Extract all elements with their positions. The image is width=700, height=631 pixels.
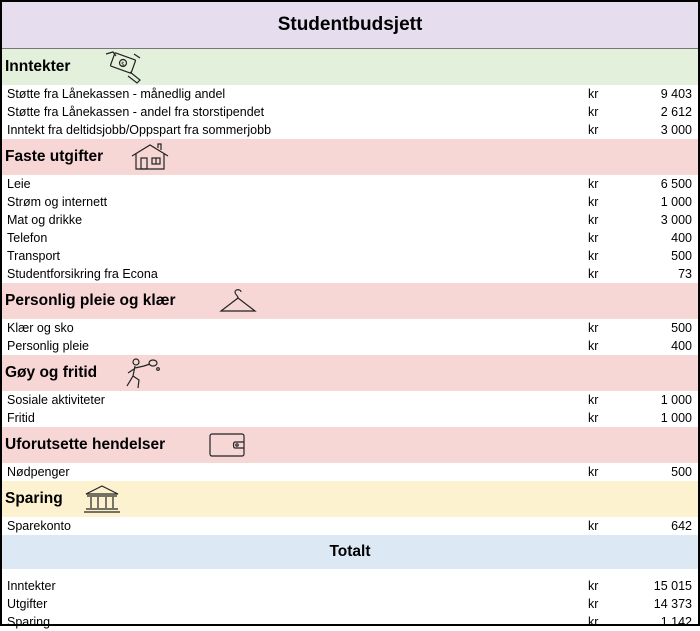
currency: kr [588, 393, 599, 407]
section-income-label: Inntekter [5, 58, 71, 75]
row-label: Sparing [7, 615, 51, 629]
money-hand-icon [104, 50, 144, 80]
section-savings-label: Sparing [5, 490, 63, 507]
totals-label: Totalt [329, 543, 371, 560]
row-amount: 73 [678, 267, 692, 281]
title-row [2, 2, 698, 49]
currency: kr [588, 213, 599, 227]
row-label: Sosiale aktiviteter [7, 393, 105, 407]
page-title: Studentbudsjett [277, 14, 423, 35]
table-row [2, 613, 698, 631]
table-row [2, 265, 698, 283]
row-amount: 1 142 [660, 615, 692, 629]
currency: kr [588, 465, 599, 479]
currency: kr [588, 615, 599, 629]
table-row [2, 337, 698, 355]
spacer [2, 569, 698, 577]
table-row [2, 577, 698, 595]
row-amount: 1 000 [660, 393, 692, 407]
table-row [2, 229, 698, 247]
row-label: Inntekter [7, 579, 56, 593]
house-icon [130, 142, 170, 172]
row-label: Telefon [7, 231, 48, 245]
row-label: Støtte fra Lånekassen - andel fra storstipendet [7, 105, 265, 119]
row-label: Fritid [7, 411, 35, 425]
table-row [2, 247, 698, 265]
row-amount: 15 015 [653, 579, 692, 593]
totals-header [2, 535, 698, 569]
table-row [2, 103, 698, 121]
row-amount: 3 000 [660, 123, 692, 137]
row-label: Klær og sko [7, 321, 74, 335]
section-fixed-label: Faste utgifter [5, 148, 104, 165]
section-care-header [2, 283, 698, 319]
table-row [2, 175, 698, 193]
currency: kr [588, 195, 599, 209]
row-amount: 3 000 [660, 213, 692, 227]
table-row [2, 193, 698, 211]
svg-text:$: $ [121, 61, 125, 68]
table-row [2, 463, 698, 481]
section-fun-header [2, 355, 698, 391]
currency: kr [588, 579, 599, 593]
currency: kr [588, 249, 599, 263]
currency: kr [588, 231, 599, 245]
row-amount: 642 [671, 519, 692, 533]
currency: kr [588, 411, 599, 425]
row-amount: 14 373 [653, 597, 692, 611]
currency: kr [588, 267, 599, 281]
row-label: Mat og drikke [7, 213, 83, 227]
bank-icon [82, 484, 122, 514]
tennis-player-icon [122, 358, 162, 388]
section-fixed-header [2, 139, 698, 175]
currency: kr [588, 339, 599, 353]
table-row [2, 211, 698, 229]
currency: kr [588, 321, 599, 335]
row-label: Leie [7, 177, 31, 191]
table-row [2, 391, 698, 409]
currency: kr [588, 177, 599, 191]
row-label: Nødpenger [7, 465, 70, 479]
table-row [2, 85, 698, 103]
currency: kr [588, 105, 599, 119]
table-row [2, 319, 698, 337]
row-amount: 1 000 [660, 411, 692, 425]
row-amount: 400 [671, 231, 692, 245]
section-savings-header [2, 481, 698, 517]
row-label: Studentforsikring fra Econa [7, 267, 158, 281]
table-row [2, 121, 698, 139]
row-amount: 400 [671, 339, 692, 353]
row-amount: 500 [671, 465, 692, 479]
row-label: Strøm og internett [7, 195, 108, 209]
table-row [2, 517, 698, 535]
currency: kr [588, 519, 599, 533]
table-row [2, 409, 698, 427]
row-label: Personlig pleie [7, 339, 89, 353]
currency: kr [588, 87, 599, 101]
row-amount: 9 403 [660, 87, 692, 101]
wallet-icon [208, 430, 248, 460]
row-amount: 500 [671, 249, 692, 263]
section-unexpected-header [2, 427, 698, 463]
section-fun-label: Gøy og fritid [5, 364, 98, 381]
section-unexpected-label: Uforutsette hendelser [5, 436, 166, 453]
table-row [2, 595, 698, 613]
row-label: Transport [7, 249, 61, 263]
row-amount: 1 000 [660, 195, 692, 209]
row-amount: 2 612 [660, 105, 692, 119]
row-label: Sparekonto [7, 519, 71, 533]
hanger-icon [218, 286, 258, 316]
row-amount: 500 [671, 321, 692, 335]
row-label: Inntekt fra deltidsjobb/Oppspart fra sommerjobb [7, 123, 272, 137]
currency: kr [588, 597, 599, 611]
currency: kr [588, 123, 599, 137]
row-amount: 6 500 [660, 177, 692, 191]
section-income-header [2, 49, 698, 85]
row-label: Utgifter [7, 597, 48, 611]
row-label: Støtte fra Lånekassen - månedlig andel [7, 87, 226, 101]
section-care-label: Personlig pleie og klær [5, 292, 176, 309]
